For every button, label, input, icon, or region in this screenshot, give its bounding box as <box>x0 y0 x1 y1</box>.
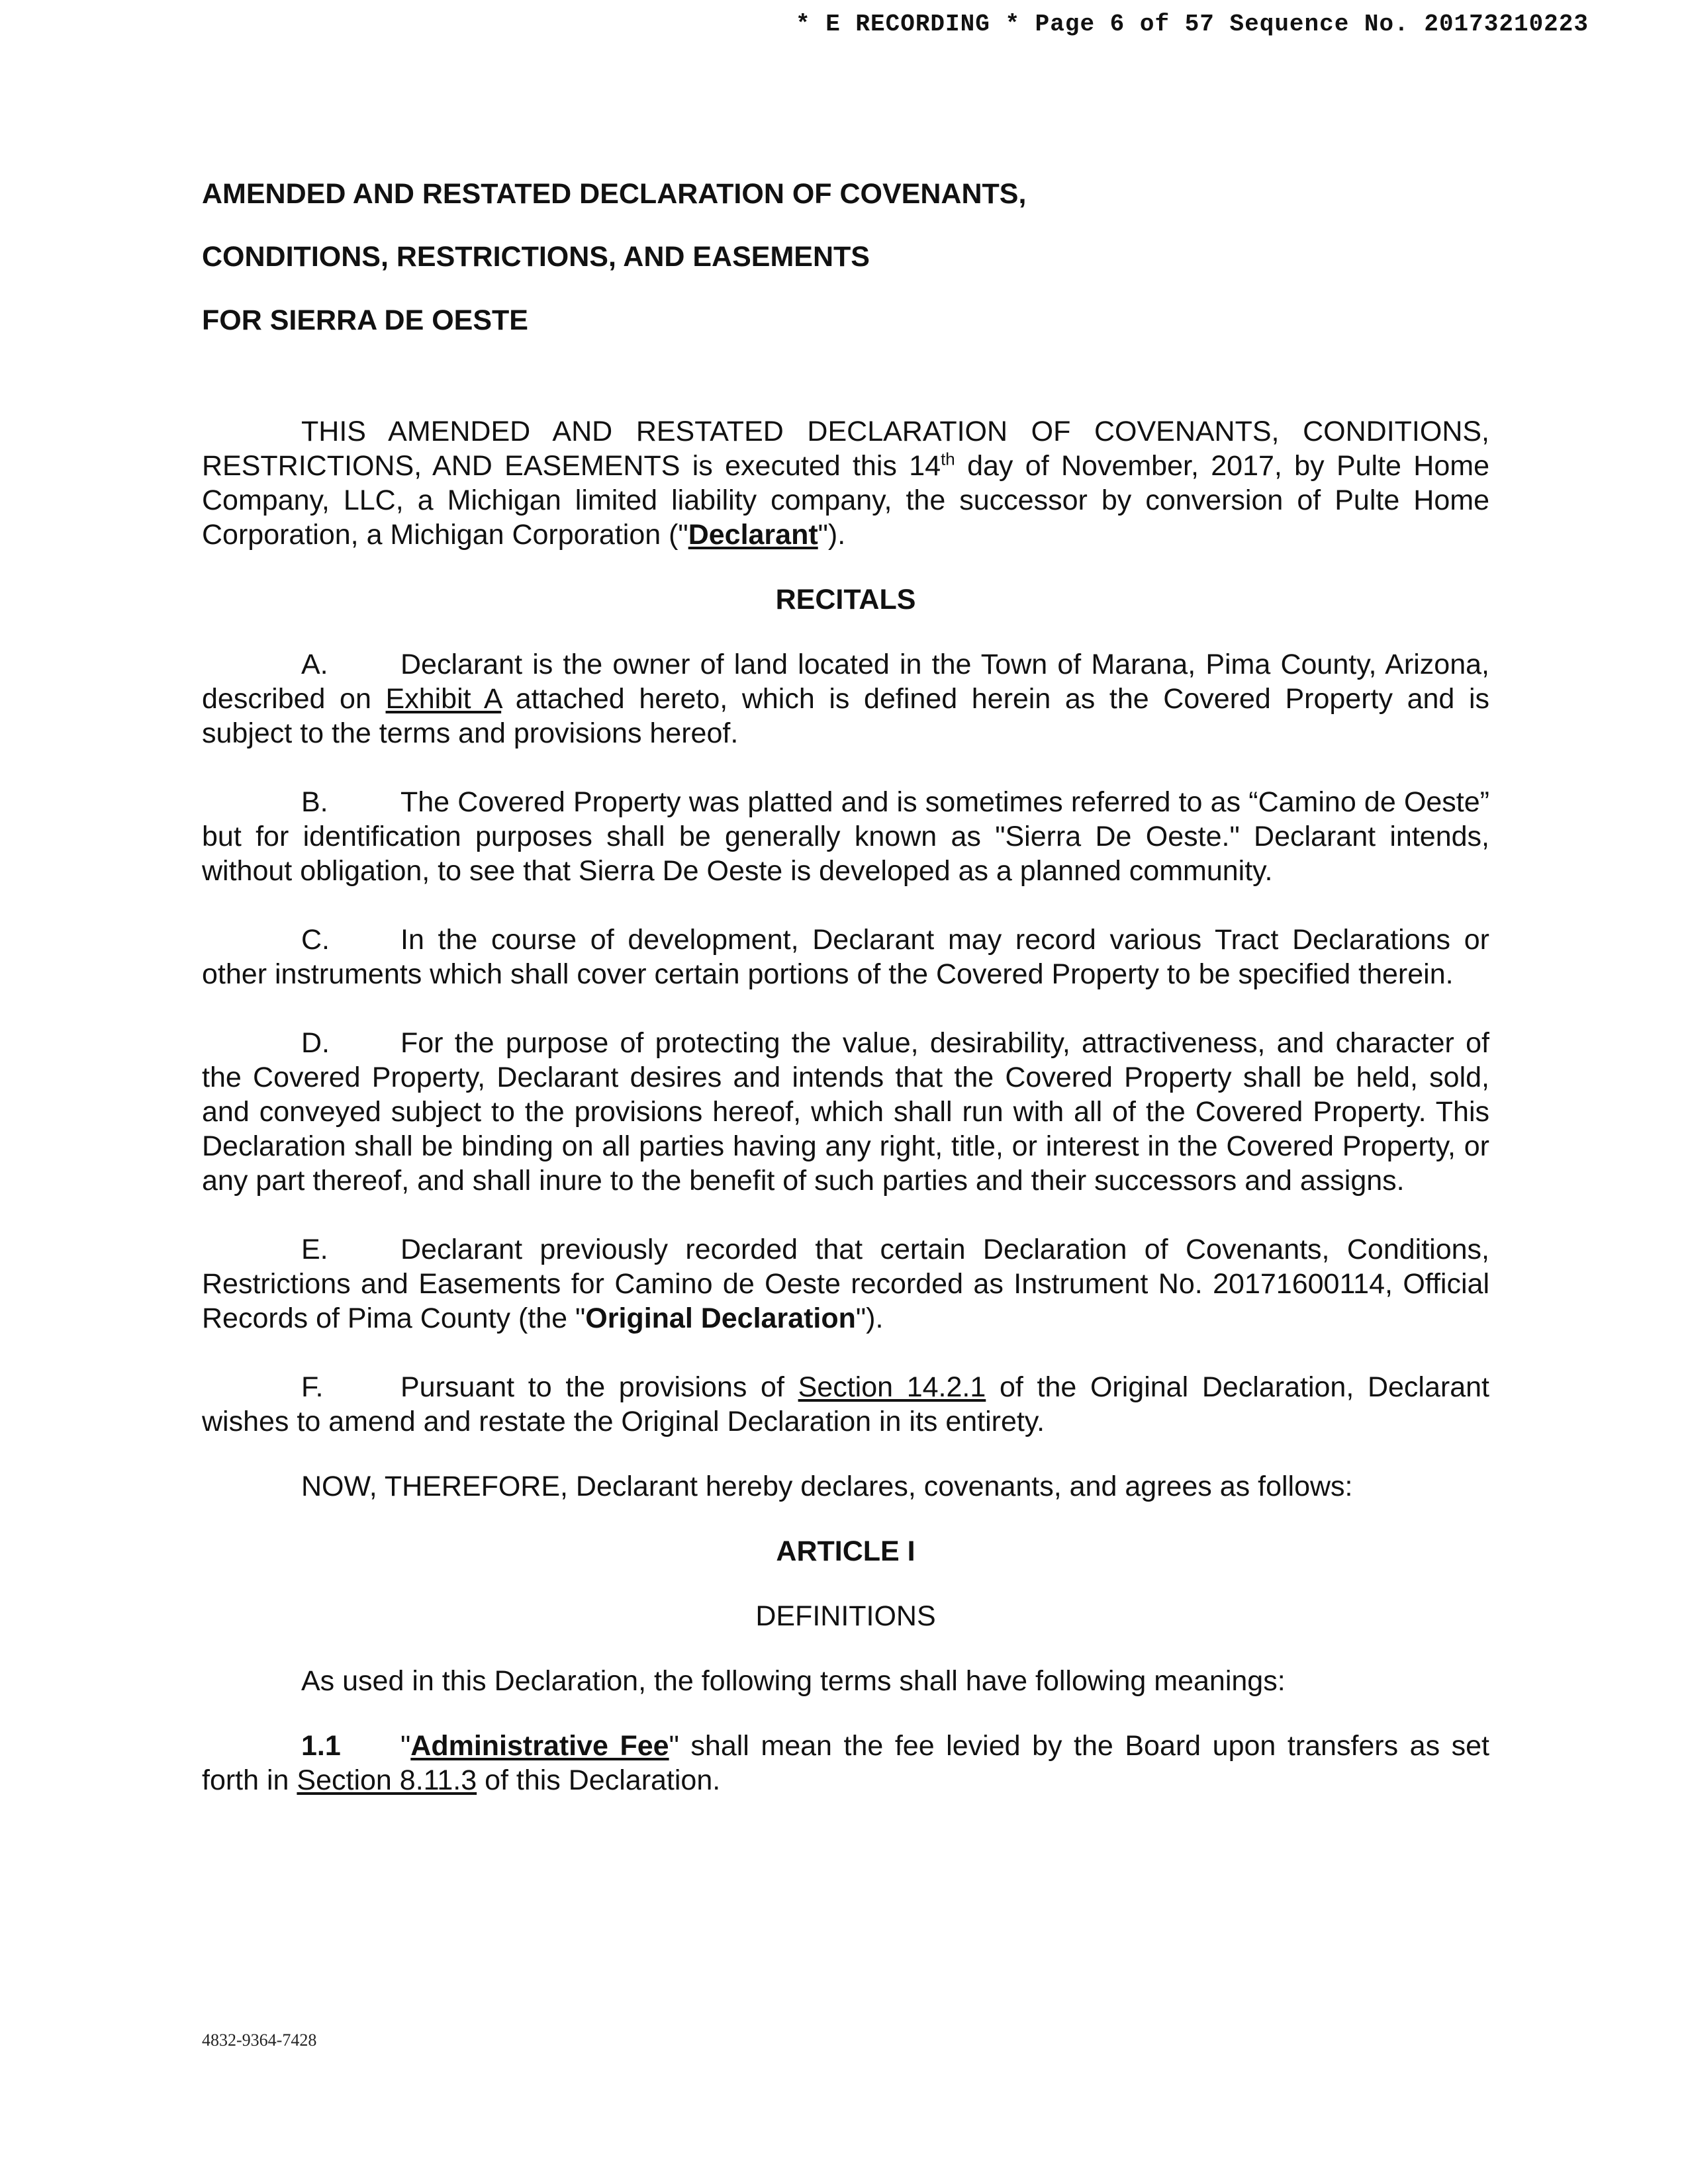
recital-c-label: C. <box>301 923 330 956</box>
recital-c-text: In the course of development, Declarant may record various Tract Declarations or other instruments which shall cover certain portions of the Covered Property to be specified therein. <box>202 923 1489 990</box>
intro-superscript: th <box>941 449 955 469</box>
definition-1-1-number: 1.1 <box>301 1729 341 1762</box>
recital-f-text-1: Pursuant to the provisions of <box>400 1371 798 1403</box>
recital-b <box>202 785 1489 888</box>
definition-1-1-quote: " <box>400 1729 411 1762</box>
recital-e-text-1: Declarant previously recorded that certain Declaration of Covenants, Conditions, Restrictions and Easements for Camino de Oeste recorded as Instrument No. 20171600114, Official Records of Pima County (the " <box>202 1233 1489 1334</box>
definition-1-1-text-1: " shall mean the fee levied by the Board upon transfers as set forth in <box>202 1729 1490 1796</box>
now-therefore-paragraph: NOW, THEREFORE, Declarant hereby declares, covenants, and agrees as follows: <box>301 1470 1353 1502</box>
document-id-footer: 4832-9364-7428 <box>202 2030 317 2050</box>
intro-text-1: THIS AMENDED AND RESTATED DECLARATION OF COVENANTS, CONDITIONS, RESTRICTIONS, AND EASEMENTS is executed this 14 <box>202 415 1489 482</box>
recital-f-label: F. <box>301 1371 324 1403</box>
intro-paragraph <box>202 414 1489 552</box>
exhibit-a-link[interactable]: Exhibit A <box>385 682 502 715</box>
title-line-2: CONDITIONS, RESTRICTIONS, AND EASEMENTS <box>202 241 870 273</box>
document-page <box>202 179 1489 1797</box>
recital-f-text-2: of the Original Declaration, Declarant wishes to amend and restate the Original Declaration in its entirety. <box>202 1371 1489 1437</box>
recital-a-label: A. <box>301 648 328 680</box>
definitions-subheading: DEFINITIONS <box>755 1600 936 1632</box>
recital-d-label: D. <box>301 1026 330 1059</box>
administrative-fee-term: Administrative Fee <box>410 1729 669 1762</box>
recital-e-label: E. <box>301 1233 328 1265</box>
section-8-11-3-link[interactable]: Section 8.11.3 <box>297 1764 477 1796</box>
title-line-1: AMENDED AND RESTATED DECLARATION OF COVENANTS, <box>202 178 1027 210</box>
intro-text-3: "). <box>818 518 846 551</box>
recital-c <box>202 923 1489 991</box>
recitals-heading: RECITALS <box>775 583 916 615</box>
recording-header: * E RECORDING * Page 6 of 57 Sequence No. 20173210223 <box>796 11 1589 38</box>
recital-e-text-2: "). <box>855 1302 884 1334</box>
recital-f <box>202 1370 1489 1439</box>
title-line-3: FOR SIERRA DE OESTE <box>202 304 528 336</box>
recital-b-text: The Covered Property was platted and is sometimes referred to as “Camino de Oeste” but for identification purposes shall be generally known as "Sierra De Oeste." Declarant intends, without obligation, to see that Sierra De Oeste is developed as a planned community. <box>202 786 1489 887</box>
original-declaration-term: Original Declaration <box>585 1302 856 1334</box>
recital-b-label: B. <box>301 786 328 818</box>
definitions-intro: As used in this Declaration, the following terms shall have following meanings: <box>301 1664 1286 1697</box>
recital-d-text: For the purpose of protecting the value, desirability, attractiveness, and character of the Covered Property, Declarant desires and intends that the Covered Property shall be held, sold, and conveyed subject to the provisions hereof, which shall run with all of the Covered Property. This Declaration shall be binding on all parties having any right, title, or interest in the Covered Property, or any part thereof, and shall inure to the benefit of such parties and their successors and assigns. <box>202 1026 1489 1197</box>
definition-1-1-text-2: of this Declaration. <box>477 1764 721 1796</box>
intro-text-2: day of November, 2017, by Pulte Home Company, LLC, a Michigan limited liability company, the successor by conversion of Pulte Home Corporation, a Michigan Corporation (" <box>202 449 1489 551</box>
recital-a-text-2: attached hereto, which is defined herein as the Covered Property and is subject to the terms and provisions hereof. <box>202 682 1489 749</box>
recital-a <box>202 647 1489 751</box>
section-14-2-1-link[interactable]: Section 14.2.1 <box>798 1371 986 1403</box>
definition-1-1 <box>202 1729 1489 1797</box>
recital-d <box>202 1026 1489 1198</box>
declarant-term: Declarant <box>688 518 818 551</box>
article-heading: ARTICLE I <box>776 1535 915 1567</box>
recital-a-text-1: Declarant is the owner of land located in the Town of Marana, Pima County, Arizona, described on <box>202 648 1489 715</box>
recital-e <box>202 1232 1489 1336</box>
